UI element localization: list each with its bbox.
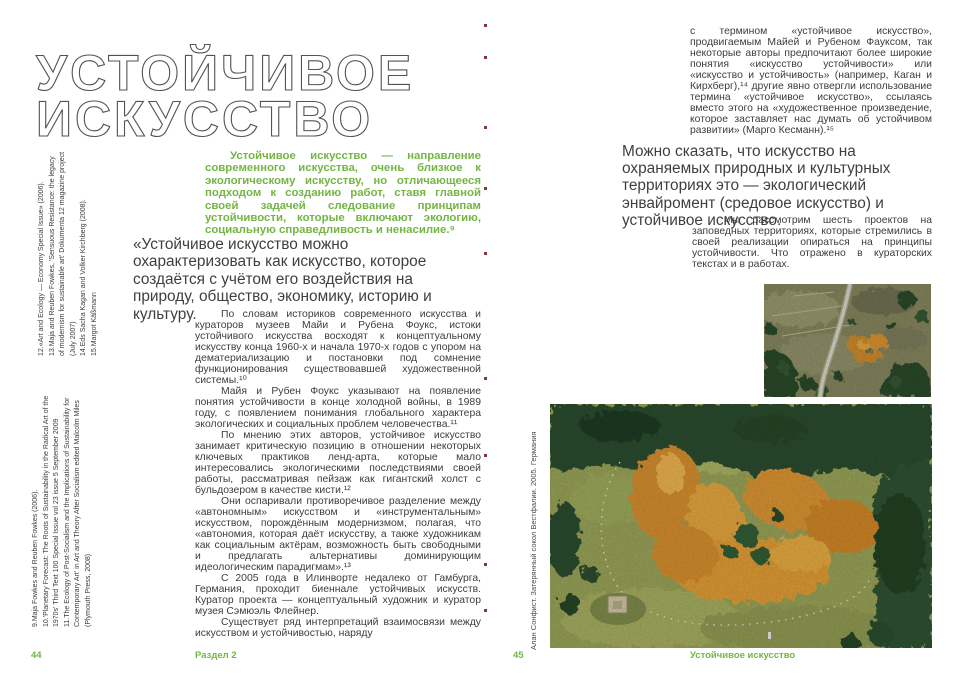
gutter-mark — [484, 563, 487, 566]
body-paragraph: По мнению этих авторов, устойчивое искусство занимает критическую позицию в отношении некоторых ключевых практиков ленд-арта, которые мало интересовались экологическими последствиями своей работы, рассматривая пейзаж как гигантский холст с бульдозером в качестве кисти.¹² — [195, 430, 481, 496]
footnote-12: 12.«Art and Ecology — Economy Special Issue» (2006). — [38, 181, 45, 356]
footnote-10: 10.'Planetary Forecast: The Roots of Sustainability in the Radical Art of the 1970s' Third Text 100 Special Issue vol 23 issue 5 September 2009 — [42, 395, 60, 627]
definition-paragraph: Устойчивое искусство — направление современного искусства, очень близкое к экологическому искусству, но отличающееся подходом к созданию работ, ставя главной своей задачей следование принципам устойчивости, которые включают экологию, социальную справедливость и ненасилие.⁹ — [205, 150, 481, 237]
aerial-photo-small — [764, 284, 931, 397]
right-top-paragraph: с термином «устойчивое искусство», продвигаемым Майей и Рубеном Фауксом, так некоторые авторы предпочитают более широкие понятия «искусство устойчивости» или «искусство и устойчивость» (например, Каган и Кирхберг),¹⁴ другие явно отвергли использование термина «устойчивое искусство», ссылаясь вместо этого на «художественное произведение, которое заставляет нас думать об устойчивом развитии» (Марго Кесманн).¹⁵ — [690, 26, 932, 136]
running-title-footer: Устойчивое искусство — [690, 650, 796, 661]
photo-texture — [550, 404, 932, 648]
footnote-11: 11.The Ecology of Post-Socialism and the Implications of Sustainability for Contemporary Art' in Art and Theory After Socialism edited Malcolm Miles (Plymouth Press, 2008) — [63, 397, 92, 627]
photo-large-aerial — [550, 404, 932, 648]
footnote-15: 15.Margot Käßmann — [90, 292, 98, 356]
aerial-photo-large — [550, 404, 932, 648]
photo-caption: Алан Сонфист. Затерянный сокол Вестфалии. 2005. Германия — [529, 431, 538, 650]
gutter-mark — [484, 187, 487, 190]
pull-quote: «Устойчивое искусство можно охарактеризовать как искусство, которое создаётся с учётом его воздействия на природу, общество, экономику, историю и культуру. — [133, 236, 432, 323]
section-footer: Раздел 2 — [195, 650, 237, 661]
left-body-column — [195, 309, 481, 639]
gutter-mark — [484, 609, 487, 612]
body-paragraph: С 2005 года в Илинворте недалеко от Гамбурга, Германия, проходит биеннале устойчивых искусств. Куратор проекта — концептуальный художник и куратор музея Сэмюэль Флейнер. — [195, 573, 481, 617]
body-paragraph: Они оспаривали противоречивое разделение между «автономным» искусством и «инструментальным» искусством, порождённым модернизмом, полагая, что «автономия, которая даёт искусству, а также художникам как социальным актёрам, возможность быть свободными и предлагать альтернативы доминирующим идеологическим парадигмам».¹³ — [195, 496, 481, 573]
footnote-9: 9.Maja Fowkes and Reuben Fowkes (2006). — [32, 489, 39, 627]
right-indent-paragraph: Мы рассмотрим шесть проектов на заповедных территориях, которые стремились в своей реализации опираться на принципы устойчивости. Что отражено в кураторских текстах и в работах. — [692, 215, 932, 270]
body-paragraph: По словам историков современного искусства и кураторов музеев Майи и Рубена Фоукс, истоки устойчивого искусства восходят к концептуальному искусству конца 1960-х и начала 1970-х годов с упором на дематериализацию и постановки под сомнение функционирования существовавшей художественной системы.¹⁰ — [195, 309, 481, 386]
body-paragraph: Существует ряд интерпретаций взаимосвязи между искусством и устойчивостью, наряду — [195, 617, 481, 639]
footnotes-9-11 — [31, 391, 94, 627]
gutter-mark — [484, 24, 487, 27]
body-paragraph: Майя и Рубен Фоукс указывают на появление понятия устойчивости в конце холодной войны, в 1989 году, с появлением понимания глобального характера экологических и социальных проблем человечества.¹¹ — [195, 386, 481, 430]
gutter-mark — [484, 126, 487, 129]
footnotes-12-15 — [37, 151, 100, 356]
page-number-right: 45 — [513, 650, 524, 661]
photo-texture — [764, 284, 931, 397]
right-lede-paragraph: Можно сказать, что искусство на охраняемых природных и культурных территориях это — экологический энвайромент (средовое искусство) и устойчивое искусство. — [622, 143, 891, 229]
gutter-mark — [484, 377, 487, 380]
page-title — [36, 44, 415, 147]
footnote-13: 13.Maja and Reuben Fowkes, 'Sensuous Resistance: the legacy of modernism for sustainable art' Dokumenta 12 magazine project (July 2007) — [48, 151, 77, 356]
page-number-left: 44 — [31, 650, 42, 661]
footnote-14: 14.Eds Sacha Kagan and Volker Kirchberg (2008). — [80, 199, 87, 356]
page-title-line1: УСТОЙЧИВОЕ — [36, 44, 415, 101]
photo-small-aerial — [764, 284, 931, 397]
gutter-mark — [484, 454, 487, 457]
page-title-line2: ИСКУССТВО — [36, 90, 374, 147]
gutter-mark — [484, 252, 487, 255]
gutter-mark — [484, 56, 487, 59]
